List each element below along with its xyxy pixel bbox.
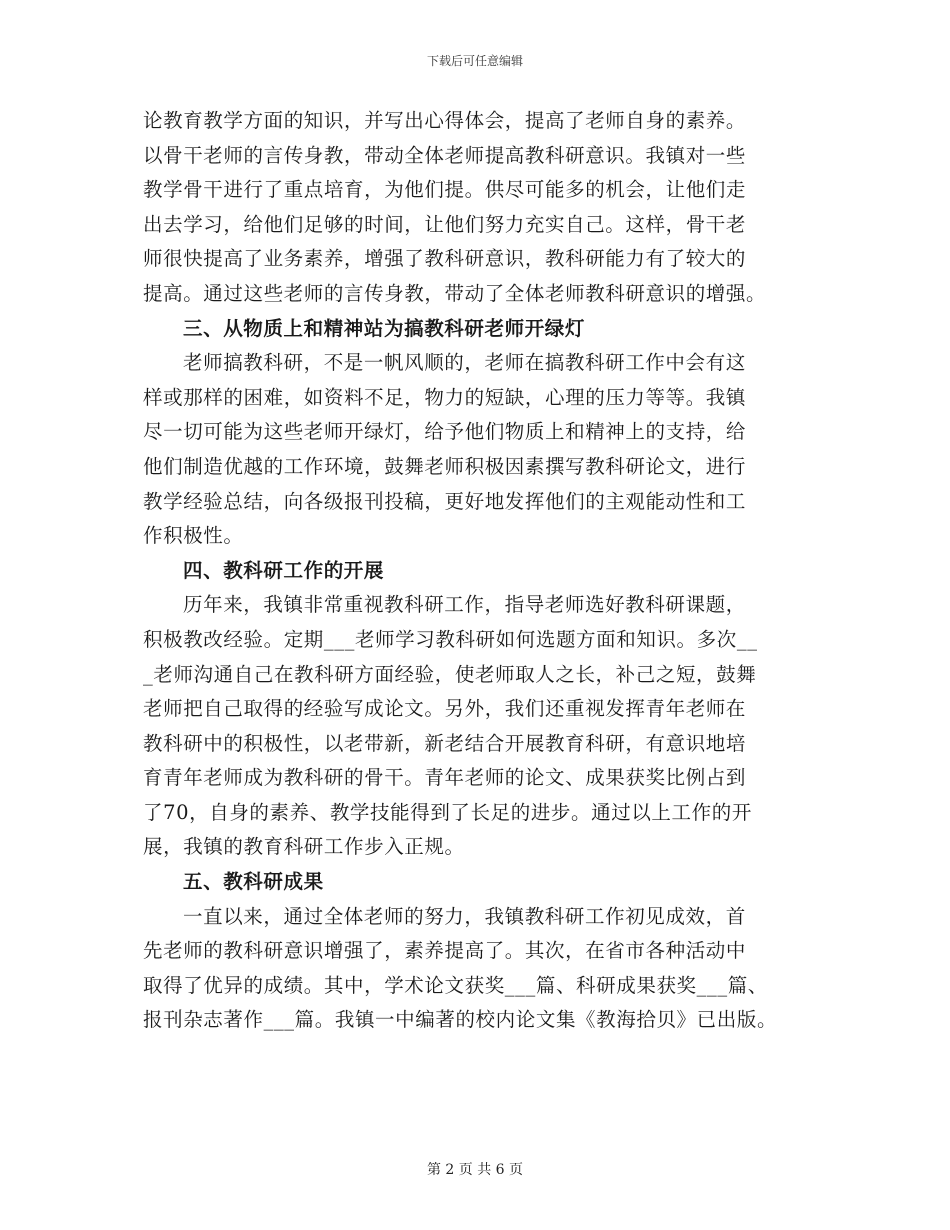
paragraph-line: 一直以来，通过全体老师的努力，我镇教科研工作初见成效，首 bbox=[183, 904, 746, 928]
paragraph-line: 历年来，我镇非常重视教科研工作，指导老师选好教科研课题， bbox=[183, 593, 746, 617]
paragraph-line: 以骨干老师的言传身教，带动全体老师提高教科研意识。我镇对一些 bbox=[143, 143, 747, 167]
page-header: 下载后可任意编辑 bbox=[426, 54, 523, 68]
paragraph-line: 取得了优异的成绩。其中，学术论文获奖___篇、科研成果获奖___篇、 bbox=[143, 973, 768, 997]
paragraph-line: 教科研中的积极性，以老带新，新老结合开展教育科研，有意识地培 bbox=[143, 731, 747, 755]
paragraph-line: 师很快提高了业务素养，增强了教科研意识，教科研能力有了较大的 bbox=[143, 247, 747, 271]
paragraph-line: 老师搞教科研，不是一帆风顺的，老师在搞教科研工作中会有这 bbox=[183, 351, 746, 375]
page-number: 第 2 页 共 6 页 bbox=[426, 1162, 524, 1178]
paragraph-line: 报刊杂志著作___篇。我镇一中编著的校内论文集《教海拾贝》已出版。 bbox=[143, 1008, 778, 1032]
paragraph-line: 出去学习，给他们足够的时间，让他们努力充实自己。这样，骨干老 bbox=[143, 212, 747, 236]
paragraph-line: 提高。通过这些老师的言传身教，带动了全体老师教科研意识的增强。 bbox=[143, 281, 767, 305]
paragraph-line: 尽一切可能为这些老师开绿灯，给予他们物质上和精神上的支持，给 bbox=[143, 420, 747, 444]
paragraph-line: 教学经验总结，向各级报刊投稿，更好地发挥他们的主观能动性和工 bbox=[143, 489, 747, 513]
paragraph-line: 教学骨干进行了重点培育，为他们提。供尽可能多的机会，让他们走 bbox=[143, 178, 747, 202]
paragraph-line: 了70，自身的素养、教学技能得到了长足的进步。通过以上工作的开 bbox=[143, 800, 752, 824]
document-body bbox=[143, 104, 823, 1038]
paragraph-line: 作积极性。 bbox=[143, 524, 244, 548]
paragraph-line: 展，我镇的教育科研工作步入正规。 bbox=[143, 835, 465, 859]
paragraph-line: 育青年老师成为教科研的骨干。青年老师的论文、成果获奖比例占到 bbox=[143, 766, 747, 790]
paragraph-line: 样或那样的困难，如资料不足，物力的短缺，心理的压力等等。我镇 bbox=[143, 385, 747, 409]
paragraph-line: 先老师的教科研意识增强了，素养提高了。其次，在省市各种活动中 bbox=[143, 939, 747, 963]
section-heading: 五、教科研成果 bbox=[183, 870, 324, 894]
paragraph-line: 他们制造优越的工作环境，鼓舞老师积极因素撰写教科研论文，进行 bbox=[143, 454, 747, 478]
section-heading: 三、从物质上和精神站为搞教科研老师开绿灯 bbox=[183, 316, 586, 340]
paragraph-line: 论教育教学方面的知识，并写出心得体会，提高了老师自身的素养。 bbox=[143, 109, 747, 132]
paragraph-line: _老师沟通自己在教科研方面经验，使老师取人之长，补己之短，鼓舞 bbox=[143, 662, 757, 686]
paragraph-line: 积极教改经验。定期___老师学习教科研如何选题方面和知识。多次__ bbox=[143, 627, 758, 651]
paragraph-line: 老师把自己取得的经验写成论文。另外，我们还重视发挥青年老师在 bbox=[143, 697, 747, 721]
section-heading: 四、教科研工作的开展 bbox=[183, 558, 385, 582]
